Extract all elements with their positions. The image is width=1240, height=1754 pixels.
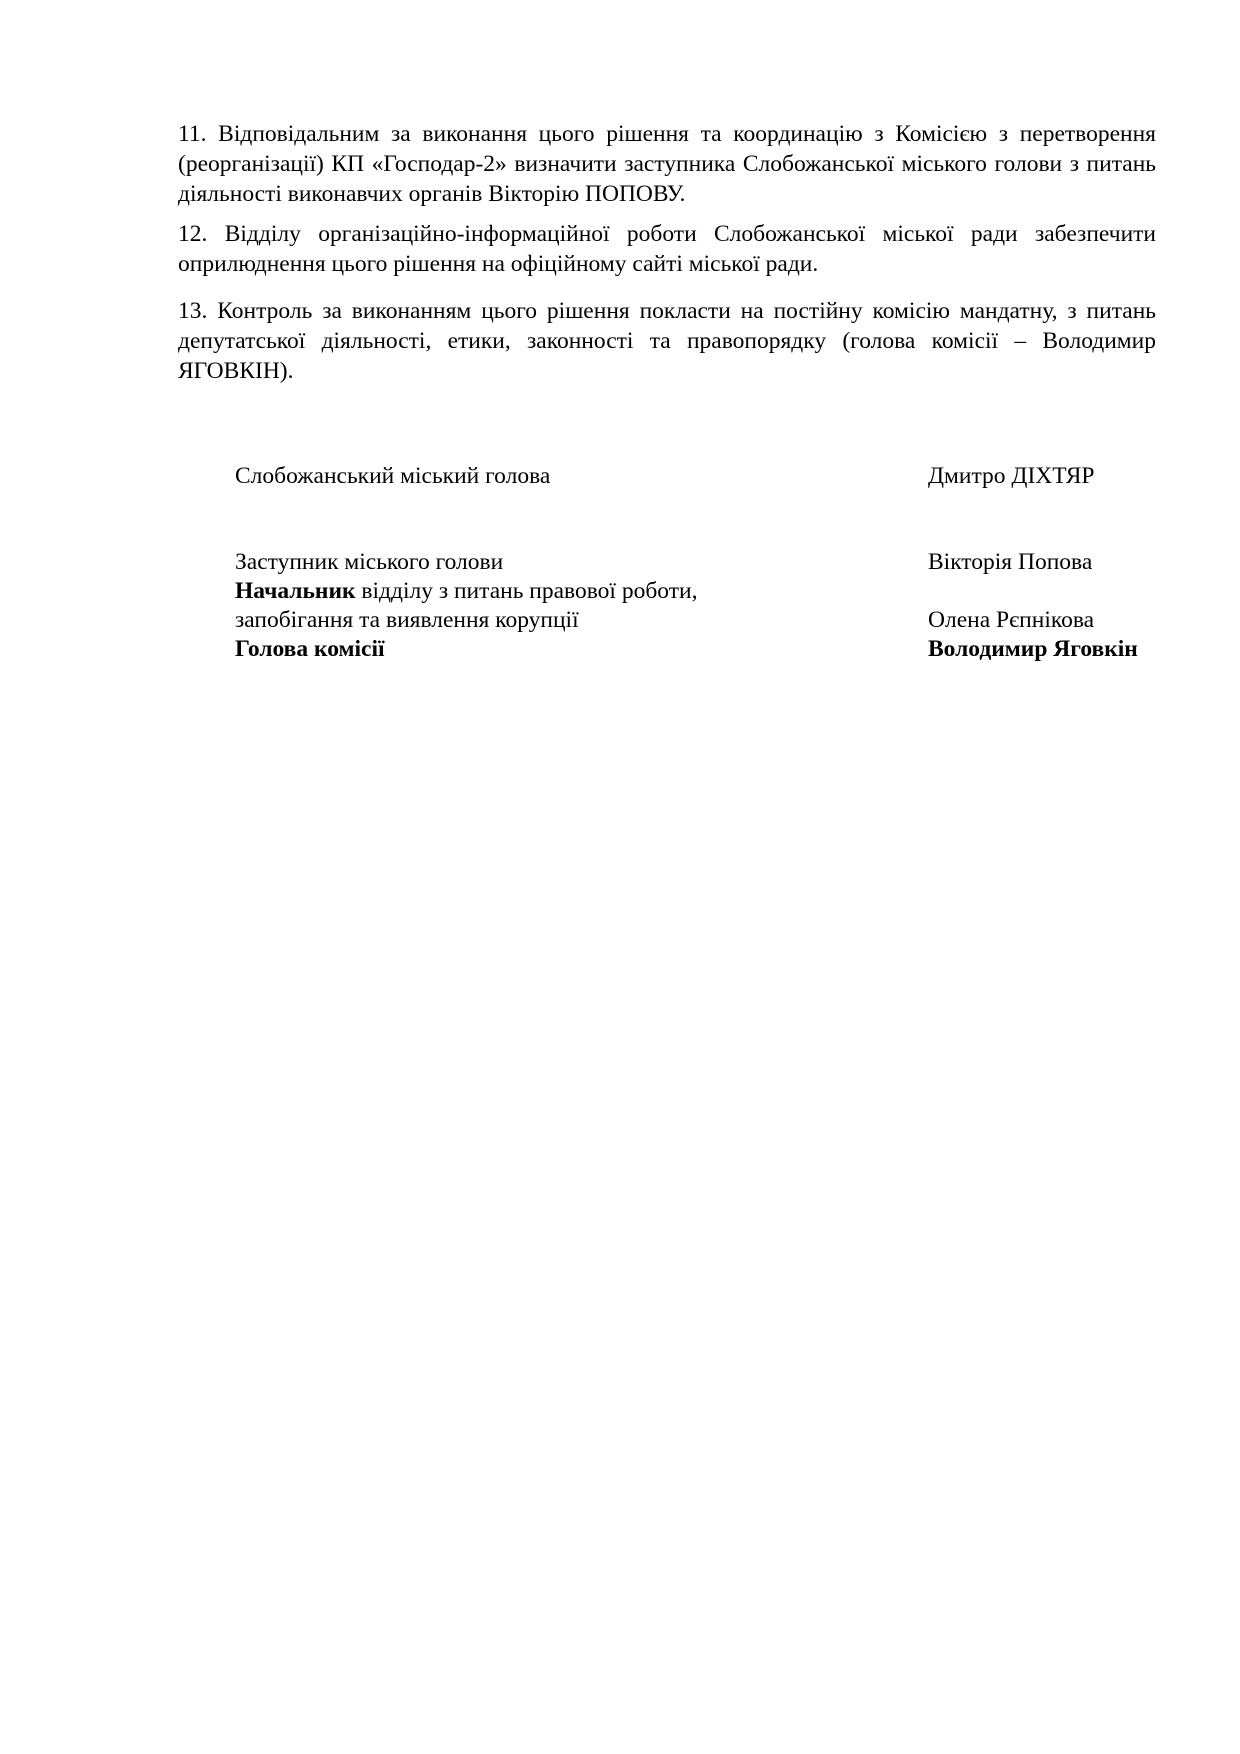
deputy-name: Вікторія Попова [928, 549, 1093, 575]
legal-head-name: Олена Рєпнікова [928, 607, 1095, 633]
paragraph-13: 13. Контроль за виконанням цього рішення покласти на постійну комісію мандатну, з питань депутатської діяльності, етики, законності та правопорядку (голова комісії – Володимир ЯГОВКІН). [178, 298, 1156, 384]
commission-name: Володимир Яговкін [928, 636, 1138, 662]
mayor-title: Слобожанський міський голова [235, 463, 551, 489]
mayor-name: Дмитро ДІХТЯР [928, 463, 1095, 489]
paragraph-11: 11. Відповідальним за виконання цього рішення та координацію з Комісією з перетворення (реорганізації) КП «Господар-2» визначити заступника Слобожанської міського голови з питань діяльності виконавчих органів Вікторію ПОПОВУ. [178, 121, 1156, 207]
legal-head-title [235, 577, 697, 605]
legal-head-title-bold: Начальник [235, 578, 356, 604]
legal-head-title-rest: відділу з питань правової роботи, [355, 578, 698, 604]
legal-head-title-line2: запобігання та виявлення корупції [235, 607, 579, 633]
deputy-title: Заступник міського голови [235, 549, 504, 575]
paragraph-12: 12. Відділу організаційно-інформаційної роботи Слобожанської міської ради забезпечити оприлюднення цього рішення на офіційному сайті міської ради. [178, 221, 1156, 277]
commission-title: Голова комісії [235, 636, 385, 662]
